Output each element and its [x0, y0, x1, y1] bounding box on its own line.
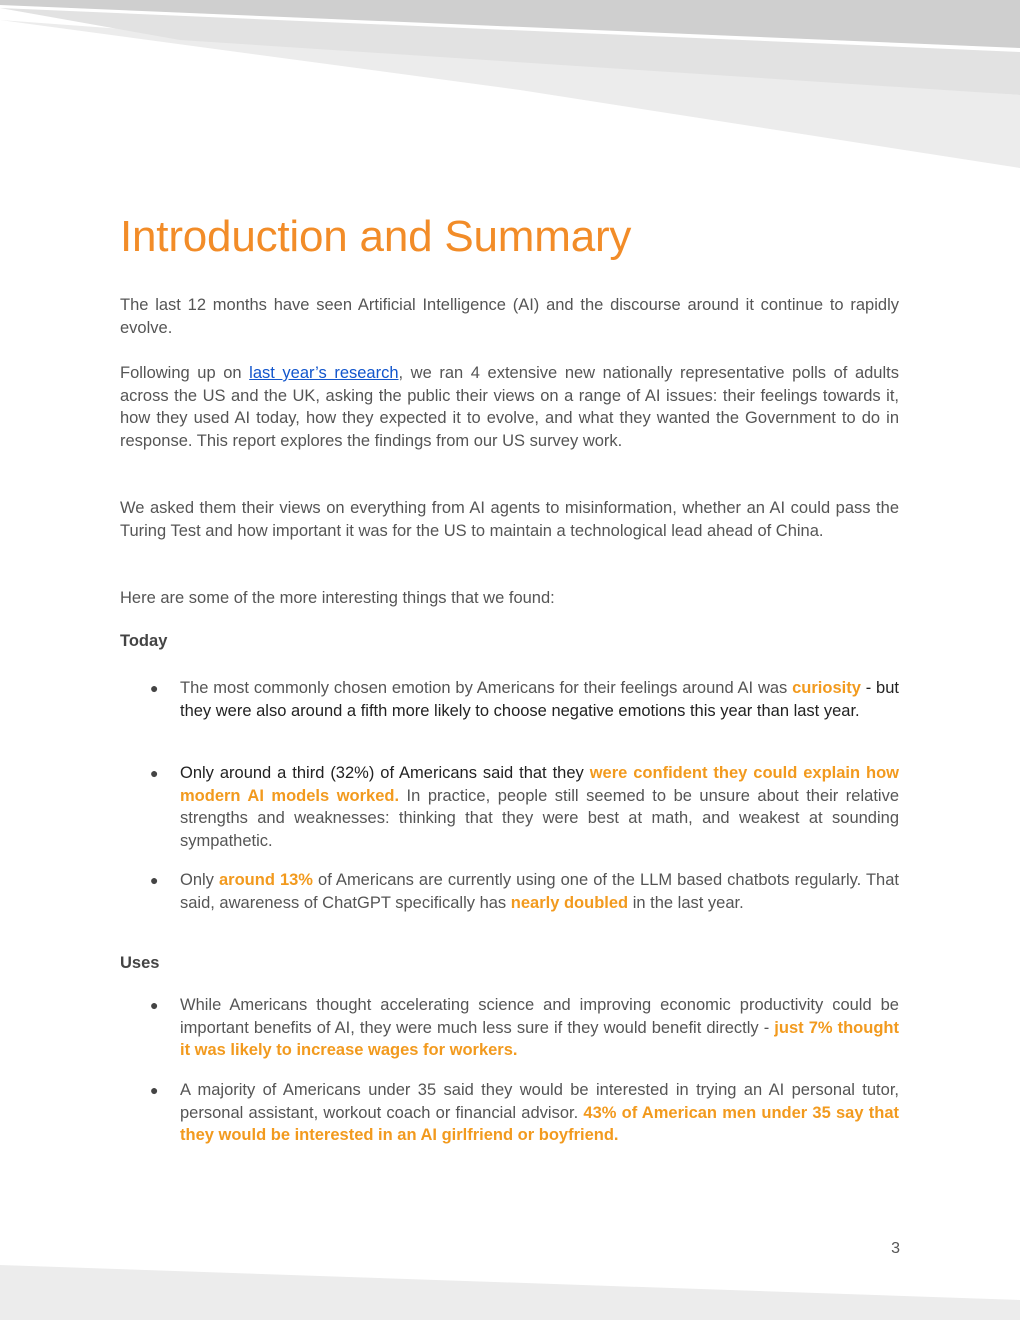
top-band-mid: [0, 8, 1020, 95]
section-heading-today: Today: [120, 632, 168, 650]
last-years-research-link[interactable]: last year’s research: [249, 364, 399, 382]
bullet-icon: ●: [150, 997, 159, 1013]
bullet-icon: ●: [150, 872, 159, 888]
section-heading-uses: Uses: [120, 954, 160, 972]
highlight-text: curiosity: [792, 679, 861, 697]
list-item: [150, 869, 899, 914]
bullet-icon: ●: [150, 765, 159, 781]
highlight-text: just 7% thought it was likely to increase wages for workers.: [180, 1018, 899, 1059]
bullet-icon: ●: [150, 1082, 159, 1098]
intro-paragraph-1: The last 12 months have seen Artificial Intelligence (AI) and the discourse around it continue to rapidly evolve.: [120, 296, 899, 337]
list-item: [150, 1079, 899, 1147]
intro-paragraph-2-after: , we ran 4 extensive new nationally representative polls of adults across the US and the UK, asking the public their views on a range of AI issues: their feelings towards it, how they used AI today, how they expected it to evolve, and what they wanted the Government to do in response. This report explores the findings from our US survey work.: [120, 364, 899, 450]
list-item: [150, 762, 899, 852]
intro-paragraph-2-before: Following up on: [120, 364, 250, 382]
intro-paragraph-4: Here are some of the more interesting things that we found:: [120, 589, 555, 607]
intro-paragraph-2: [120, 362, 899, 452]
page-number: 3: [891, 1240, 900, 1257]
page-title: Introduction and Summary: [120, 212, 632, 261]
bottom-band-light: [0, 1265, 1020, 1320]
bullet-text-part: Only: [180, 871, 219, 889]
list-item: [150, 994, 899, 1062]
bullet-text: [180, 994, 899, 1062]
bullet-text-part: in the last year.: [628, 893, 744, 912]
highlight-text: nearly doubled: [510, 893, 629, 912]
bullet-text-part: While Americans thought accelerating science and improving economic productivity could be important benefits of AI, they were much less sure if they would benefit directly -: [180, 996, 899, 1037]
bullet-icon: ●: [150, 680, 159, 696]
bullet-text: [180, 869, 899, 914]
intro-paragraph-3: We asked them their views on everything from AI agents to misinformation, whether an AI could pass the Turing Test and how important it was for the US to maintain a technological lead ahead of China.: [120, 499, 899, 540]
bullet-text-part: Only around a third (32%) of Americans said that they: [180, 764, 590, 782]
highlight-text: 43% of American men under 35 say that they would be interested in an AI girlfriend or boyfriend.: [180, 1103, 899, 1144]
top-band-light: [0, 20, 1020, 168]
list-item: [150, 677, 899, 722]
highlight-text: around 13%: [218, 871, 313, 889]
bullet-text: [180, 1079, 899, 1147]
top-band-dark: [0, 0, 1020, 48]
bullet-text-part: of Americans are currently using one of the LLM based chatbots regularly. That said, awareness of ChatGPT specifically has: [180, 871, 899, 912]
bullet-text-part: A majority of Americans under 35 said they would be interested in trying an AI personal tutor, personal assistant, workout coach or financial advisor.: [180, 1081, 899, 1122]
highlight-text: were confident they could explain how modern AI models worked.: [180, 764, 899, 805]
bullet-text-part: - but they were also around a fifth more likely to choose negative emotions this year than last year.: [180, 679, 899, 720]
bullet-text: [180, 762, 899, 852]
bullet-text: [180, 677, 899, 722]
bullet-text-part: The most commonly chosen emotion by Americans for their feelings around AI was: [180, 679, 793, 697]
bullet-text-part: In practice, people still seemed to be unsure about their relative strengths and weaknesses: thinking that they were best at math, and weakest at sounding sympathetic.: [180, 786, 899, 850]
